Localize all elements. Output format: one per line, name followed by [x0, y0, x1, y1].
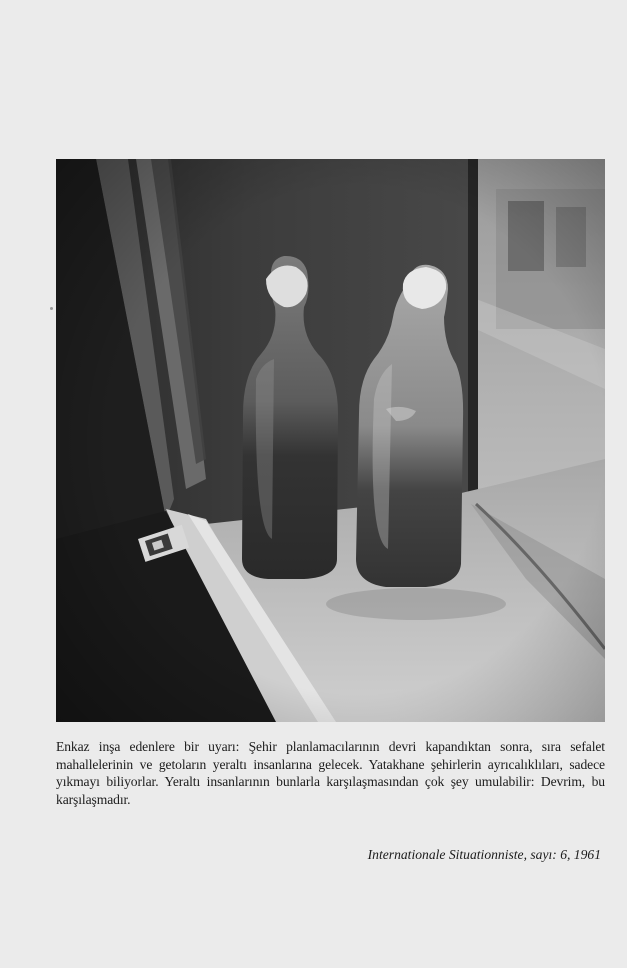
source-citation: Internationale Situationniste, sayı: 6, 1961 [367, 847, 601, 862]
photo-caption: Enkaz inşa edenlere bir uyarı: Şehir planlamacılarının devri kapandıktan sonra, sıra sefalet mahallelerinin ve getoların yeraltı insanlarına gelecek. Yatakhane şehirlerin ayrıcalıklıları, sadece yıkmayı biliyorlar. Yeraltı insanlarının bunlarla karşılaşmasından çok şey umulabilir: Devrim, bu karşılaşmadır. [56, 739, 605, 807]
page-speck [50, 307, 53, 310]
photo-two-bottles-on-window-ledge [56, 159, 605, 722]
